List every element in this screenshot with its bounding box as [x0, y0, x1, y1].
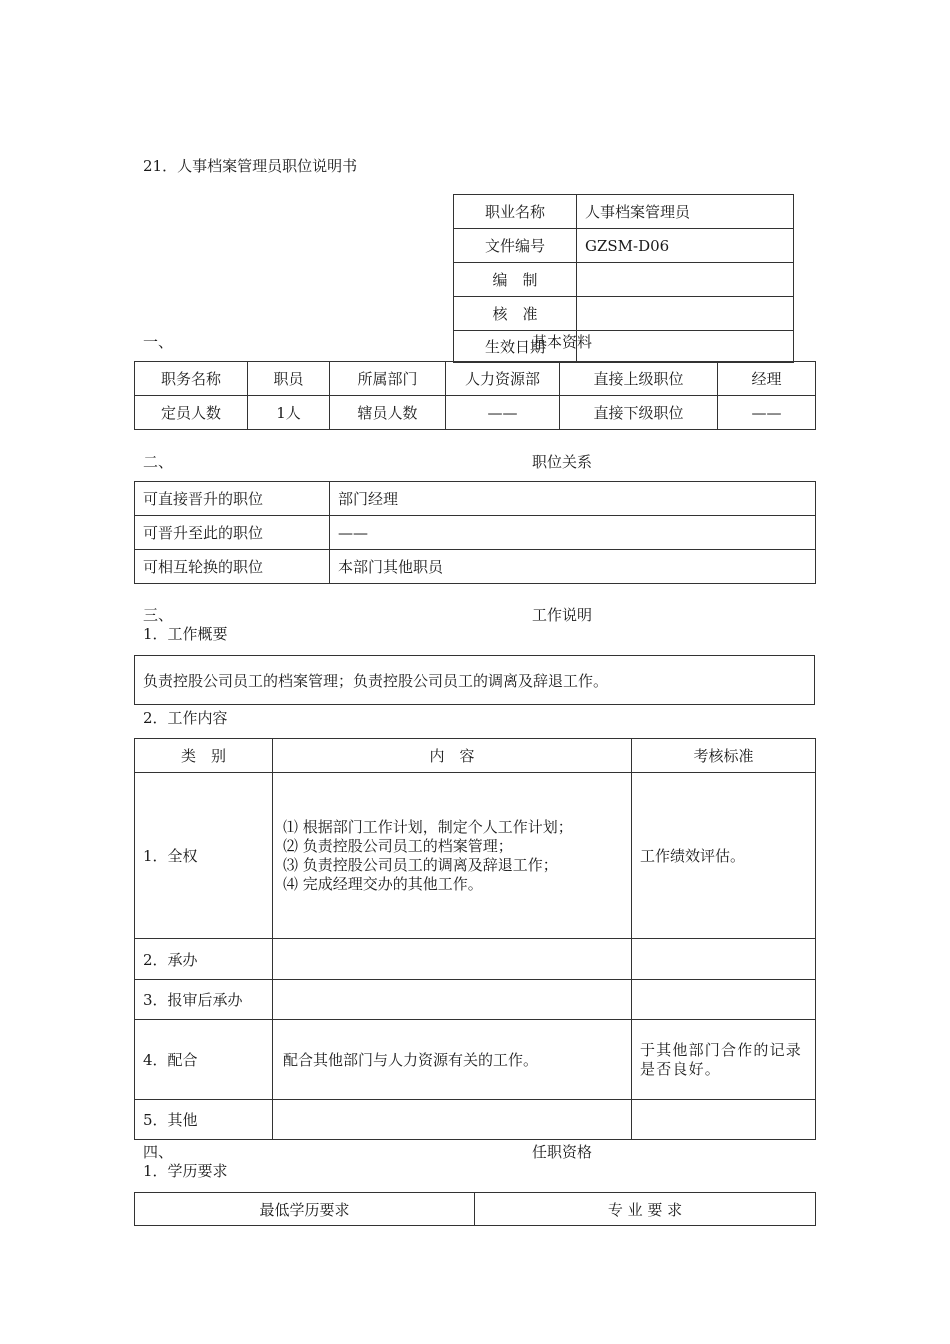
column-header: 专 业 要 求 — [475, 1193, 816, 1226]
table-cell: 定员人数 — [135, 396, 248, 430]
content-line: ⑷ 完成经理交办的其他工作。 — [283, 874, 483, 893]
content-cell — [273, 773, 632, 939]
section3-number: 三、 — [143, 606, 174, 624]
doc-info-value — [577, 263, 794, 297]
relation-label: 可相互轮换的职位 — [135, 550, 330, 584]
work-content-table — [134, 738, 816, 1140]
section2-heading: 职位关系 — [532, 453, 593, 471]
table-cell: —— — [446, 396, 560, 430]
category-cell: 4．配合 — [135, 1020, 273, 1100]
doc-info-row — [454, 195, 794, 229]
doc-info-label: 生效日期 — [454, 331, 577, 363]
education-subheading: 1．学历要求 — [143, 1162, 228, 1180]
relation-label: 可直接晋升的职位 — [135, 482, 330, 516]
table-cell: 辖员人数 — [330, 396, 446, 430]
relation-row — [135, 550, 816, 584]
doc-info-label: 文件编号 — [454, 229, 577, 263]
doc-info-row — [454, 331, 794, 363]
content-line: 配合其他部门与人力资源有关的工作。 — [283, 1051, 539, 1069]
content-line: ⑵ 负责控股公司员工的档案管理； — [283, 836, 513, 855]
column-header: 考核标准 — [632, 739, 816, 773]
relation-label: 可晋升至此的职位 — [135, 516, 330, 550]
relation-value: 部门经理 — [330, 482, 816, 516]
doc-info-row — [454, 297, 794, 331]
doc-info-value — [577, 297, 794, 331]
work-summary-table — [134, 655, 815, 705]
category-cell: 5．其他 — [135, 1100, 273, 1140]
doc-info-label: 核 准 — [454, 297, 577, 331]
basic-info-row — [135, 396, 816, 430]
content-cell — [273, 980, 632, 1020]
basic-info-table — [134, 361, 816, 430]
doc-info-table — [453, 194, 794, 363]
category-cell: 2．承办 — [135, 939, 273, 980]
doc-info-row — [454, 263, 794, 297]
work-summary-subheading: 1．工作概要 — [143, 625, 228, 643]
relation-row — [135, 516, 816, 550]
work-summary-text: 负责控股公司员工的档案管理；负责控股公司员工的调离及辞退工作。 — [135, 656, 815, 705]
position-relation-table — [134, 481, 816, 584]
basic-info-row — [135, 362, 816, 396]
table-cell: 直接下级职位 — [560, 396, 718, 430]
table-row — [135, 773, 816, 939]
doc-info-value — [577, 331, 794, 363]
table-cell: 职员 — [248, 362, 330, 396]
column-header: 内 容 — [273, 739, 632, 773]
section3-heading: 工作说明 — [532, 606, 593, 624]
section4-heading: 任职资格 — [532, 1143, 593, 1161]
table-header-row — [135, 1193, 816, 1226]
table-cell: 经理 — [718, 362, 816, 396]
content-line: ⑶ 负责控股公司员工的调离及辞退工作； — [283, 855, 558, 874]
standard-cell — [632, 939, 816, 980]
table-cell: 1人 — [248, 396, 330, 430]
content-cell — [273, 939, 632, 980]
standard-cell — [632, 1100, 816, 1140]
doc-info-value: 人事档案管理员 — [577, 195, 794, 229]
table-row — [135, 980, 816, 1020]
category-cell: 3．报审后承办 — [135, 980, 273, 1020]
standard-cell: 于其他部门合作的记录是否良好。 — [632, 1020, 816, 1100]
doc-info-row — [454, 229, 794, 263]
column-header: 类 别 — [135, 739, 273, 773]
content-line: ⑴ 根据部门工作计划，制定个人工作计划； — [283, 817, 573, 836]
section2-number: 二、 — [143, 453, 174, 471]
column-header: 最低学历要求 — [135, 1193, 475, 1226]
doc-info-label: 编 制 — [454, 263, 577, 297]
table-row — [135, 1100, 816, 1140]
content-cell — [273, 1020, 632, 1100]
content-cell — [273, 1100, 632, 1140]
standard-cell: 工作绩效评估。 — [632, 773, 816, 939]
table-header-row — [135, 739, 816, 773]
section1-number: 一、 — [143, 333, 174, 351]
table-row — [135, 1020, 816, 1100]
education-table — [134, 1192, 816, 1226]
section1-heading: 基本资料 — [532, 333, 593, 351]
relation-row — [135, 482, 816, 516]
table-cell: 直接上级职位 — [560, 362, 718, 396]
section4-number: 四、 — [143, 1143, 174, 1161]
doc-info-value: GZSM-D06 — [577, 229, 794, 263]
relation-value: 本部门其他职员 — [330, 550, 816, 584]
page-title: 21．人事档案管理员职位说明书 — [143, 157, 358, 175]
work-content-subheading: 2．工作内容 — [143, 709, 228, 727]
table-row — [135, 939, 816, 980]
table-cell: 职务名称 — [135, 362, 248, 396]
category-cell: 1．全权 — [135, 773, 273, 939]
doc-info-label: 职业名称 — [454, 195, 577, 229]
table-cell: 所属部门 — [330, 362, 446, 396]
relation-value: —— — [330, 516, 816, 550]
standard-cell — [632, 980, 816, 1020]
summary-row — [135, 656, 815, 705]
table-cell: —— — [718, 396, 816, 430]
table-cell: 人力资源部 — [446, 362, 560, 396]
